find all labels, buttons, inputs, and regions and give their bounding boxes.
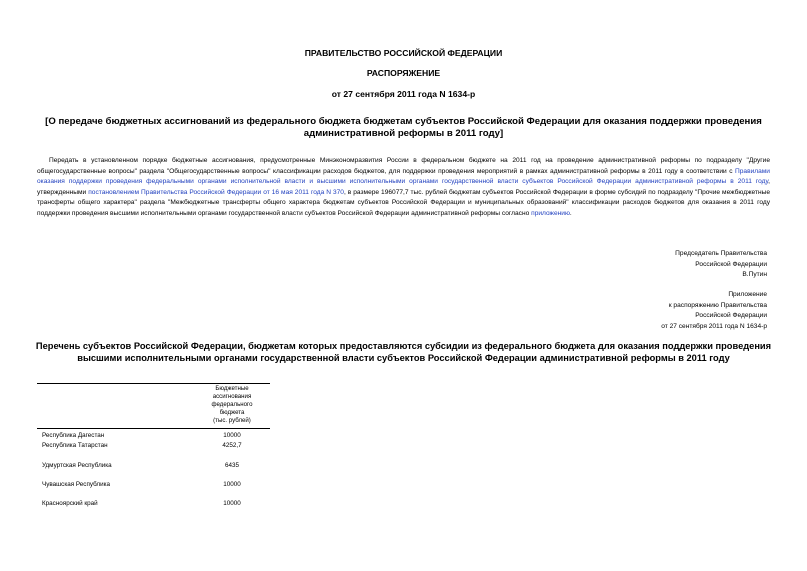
table-row-name: Республика Дагестан [42,432,105,439]
document-title-line2: административной реформы в 2011 году] [303,128,504,139]
table-row-name: Удмуртская Республика [42,462,112,469]
document-date: от 27 сентября 2011 года N 1634-р [331,89,476,99]
resolution-link[interactable]: постановлением Правительства Российской Федерации от 16 мая 2011 года N 370 [88,188,344,196]
appendix-line-3: Российской Федерации [695,312,767,319]
paragraph-text-2: , утвержденными [37,178,770,196]
column-header-line: (тыс. рублей) [213,417,251,425]
column-header-line: ассигнования [212,393,252,401]
appendix-line-4: от 27 сентября 2011 года N 1634-р [661,322,767,330]
table-row-name: Чувашская Республика [42,481,110,488]
table-header-border [37,428,270,429]
government-heading: ПРАВИТЕЛЬСТВО РОССИЙСКОЙ ФЕДЕРАЦИИ [304,48,503,58]
appendix-label: Приложение [728,291,767,298]
list-title-line1: Перечень субъектов Российской Федерации, бюджетам которых предоставляются субсидии из федерального бюджета для оказания поддержки проведения [35,341,772,351]
appendix-link[interactable]: приложению [531,209,570,217]
column-header-line: федерального [211,401,253,409]
signature-position: Председатель Правительства [675,250,767,257]
table-row-value: 4252,7 [222,442,242,449]
table-row-value: 6435 [224,462,239,469]
table-row-name: Республика Татарстан [42,442,108,449]
table-row-value: 10000 [223,481,241,488]
signature-block [675,249,767,281]
document-title-line1: [О передаче бюджетных ассигнований из федерального бюджета бюджетам субъектов Российской Федерации для оказания поддержки проведения [45,116,762,127]
appendix-reference [661,290,767,332]
table-row-name: Красноярский край [42,500,98,507]
list-title-line2: высшими исполнительными органами государственной власти субъектов Российской Федерации административной реформы в 2011 году [77,353,730,363]
rules-link[interactable]: Правилами оказания поддержки проведения федеральными органами исполнительной власти и высшими исполнительными органами государственной власти субъектов Российской Федерации административной реформы в 2011 году [37,167,770,186]
column-header-line: бюджета [219,409,245,417]
signature-name: В.Путин [742,271,767,278]
main-paragraph [37,156,770,220]
table-top-border [37,383,270,384]
table-column-header [200,385,264,425]
table-row-value: 10000 [223,432,241,439]
paragraph-text-3: , в размере 196077,7 тыс. рублей бюджетам субъектов Российской Федерации в форме субсидий по подразделу "Прочие межбюджетные трансферты общего характера" раздела "Межбюджетные трансферты общего характера бюджетам субъектов Российской Федерации и муниципальных образований" классификации расходов бюджетов для оказания в 2011 году поддержки проведения высшими исполнительными органами государственной власти субъектов Российской Федерации административной реформы согласно [37,188,770,217]
signature-org: Российской Федерации [695,260,767,268]
table-row-value: 10000 [223,500,241,507]
paragraph-text-4: . [569,209,572,217]
paragraph-text-1: Передать в установленном порядке бюджетные ассигнования, предусмотренные Минэкономразвития России в федеральном бюджете на 2011 год на проведение административной реформы по подразделу "Другие общегосударственные вопросы" раздела "Общегосударственные вопросы" классификации расходов бюджетов, для поддержки проведения мероприятий в рамках административной реформы в 2011 году в соответствии с [37,157,770,175]
column-header-line: Бюджетные [215,385,249,392]
appendix-line-2: к распоряжению Правительства [668,301,767,309]
document-type: РАСПОРЯЖЕНИЕ [366,68,441,78]
